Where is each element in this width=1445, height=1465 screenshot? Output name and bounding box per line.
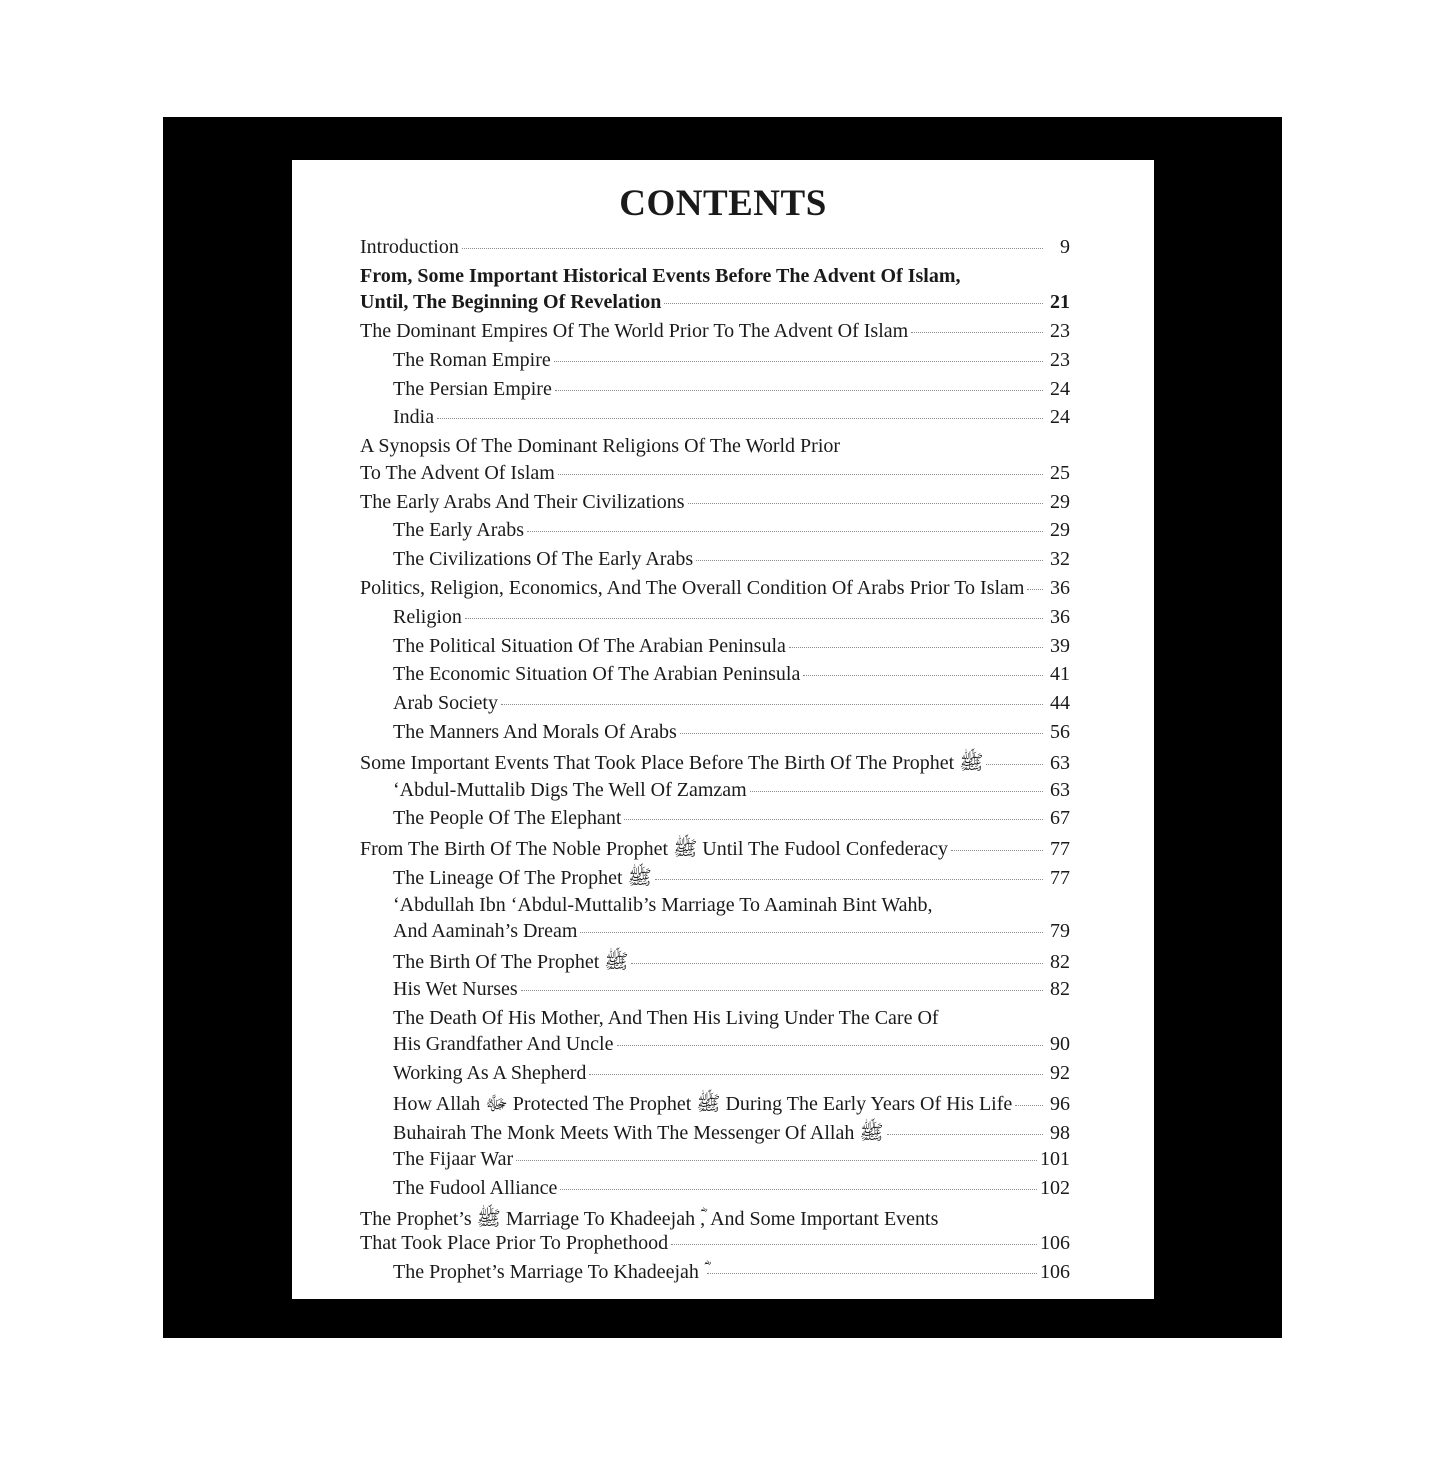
toc-page-number: 56: [1050, 720, 1070, 743]
toc-entry-title: Some Important Events That Took Place Before The Birth Of The Prophet ﷺ: [360, 751, 984, 774]
toc-entry-title: The Early Arabs: [393, 519, 525, 542]
dot-leader: [558, 474, 1043, 475]
toc-entry-title: His Wet Nurses: [393, 977, 518, 1000]
toc-page-number: 23: [1050, 348, 1070, 371]
dot-leader: [707, 1273, 1037, 1274]
toc-page-number: 24: [1050, 377, 1070, 400]
toc-entry-title: Arab Society: [393, 692, 498, 715]
toc-entry: [360, 807, 1070, 836]
toc-entry: [360, 894, 1070, 921]
toc-page-number: 77: [1050, 866, 1070, 889]
toc-page-number: 36: [1050, 605, 1070, 628]
toc-entry-title: To The Advent Of Islam: [360, 461, 555, 484]
toc-entry-title: Politics, Religion, Economics, And The Overall Condition Of Arabs Prior To Islam: [360, 576, 1025, 599]
toc-entry: [360, 577, 1070, 606]
toc-entry: [360, 836, 1070, 865]
toc-page-number: 82: [1050, 977, 1070, 1000]
toc-entry-title: ‘Abdul-Muttalib Digs The Well Of Zamzam: [393, 778, 747, 801]
toc-entry-title: Religion: [393, 605, 462, 628]
toc-page-number: 41: [1050, 663, 1070, 686]
dot-leader: [750, 791, 1043, 792]
dot-leader: [911, 332, 1043, 333]
page-title: CONTENTS: [619, 183, 827, 224]
dot-leader: [516, 1160, 1037, 1161]
toc-page-number: 98: [1050, 1121, 1070, 1144]
toc-entry: [360, 378, 1070, 407]
dot-leader: [631, 963, 1043, 964]
toc-entry: [360, 236, 1070, 265]
dot-leader: [462, 248, 1043, 249]
toc-entry: [360, 779, 1070, 808]
toc-entry-title: That Took Place Prior To Prophethood: [360, 1232, 669, 1255]
toc-entry: [360, 1232, 1070, 1261]
dot-leader: [580, 932, 1043, 933]
toc-entry-title: Until, The Beginning Of Revelation: [360, 291, 662, 314]
dot-leader: [1015, 1105, 1043, 1106]
toc-entry-title: How Allah ﷻ Protected The Prophet ﷺ During The Early Years Of His Life: [393, 1092, 1013, 1115]
toc-entry-title: From, Some Important Historical Events Before The Advent Of Islam,: [360, 264, 961, 287]
toc-entry: [360, 1148, 1070, 1177]
toc-entry: [360, 1261, 1070, 1290]
dot-leader: [951, 850, 1043, 851]
toc-page-number: 102: [1040, 1177, 1070, 1200]
toc-entry: [360, 750, 1070, 779]
toc-page-number: 44: [1050, 692, 1070, 715]
toc-entry: [360, 406, 1070, 435]
toc-page-number: 63: [1050, 778, 1070, 801]
dot-leader: [501, 704, 1043, 705]
dot-leader: [527, 531, 1043, 532]
toc-entry: [360, 1033, 1070, 1062]
toc-page-number: 101: [1040, 1148, 1070, 1171]
toc-entry-title: Introduction: [360, 236, 459, 258]
dot-leader: [789, 647, 1043, 648]
toc-page-number: 36: [1050, 576, 1070, 599]
toc-entry-title: The Prophet’s Marriage To Khadeejah ؓ: [393, 1261, 704, 1284]
dot-leader: [589, 1074, 1043, 1075]
dot-leader: [688, 503, 1043, 504]
toc-entry-title: The Lineage Of The Prophet ﷺ: [393, 866, 652, 889]
toc-page-number: 39: [1050, 634, 1070, 657]
toc-page-number: 79: [1050, 920, 1070, 943]
toc-page-number: 77: [1050, 838, 1070, 861]
dot-leader: [624, 819, 1043, 820]
toc-entry-title: India: [393, 406, 435, 429]
toc-entry: [360, 978, 1070, 1007]
toc-entry: [360, 1007, 1070, 1034]
dot-leader: [680, 733, 1043, 734]
toc-entry: [360, 349, 1070, 378]
toc-entry: [360, 265, 1070, 292]
toc-entry-title: The Birth Of The Prophet ﷺ: [393, 951, 629, 974]
toc-entry: [360, 663, 1070, 692]
toc-entry-title: The Roman Empire: [393, 348, 551, 371]
toc-page-number: 106: [1040, 1232, 1070, 1255]
toc-entry: [360, 548, 1070, 577]
toc-entry: [360, 865, 1070, 894]
dot-leader: [1027, 589, 1043, 590]
contents-page: [292, 160, 1154, 1299]
toc-entry-title: ‘Abdullah Ibn ‘Abdul-Muttalib’s Marriage To Aaminah Bint Wahb,: [393, 893, 933, 916]
toc-entry-title: His Grandfather And Uncle: [393, 1033, 614, 1056]
toc-entry-title: The Persian Empire: [393, 377, 552, 400]
toc-entry-title: The Economic Situation Of The Arabian Peninsula: [393, 663, 801, 686]
toc-entry-title: The Fudool Alliance: [393, 1177, 558, 1200]
toc-entry-title: The Prophet’s ﷺ Marriage To Khadeejah ؓ, And Some Important Events: [360, 1207, 939, 1230]
dot-leader: [671, 1244, 1037, 1245]
toc-page-number: 29: [1050, 490, 1070, 513]
toc-entry-title: The People Of The Elephant: [393, 807, 622, 830]
dot-leader: [521, 990, 1043, 991]
dot-leader: [617, 1045, 1044, 1046]
toc-entry-title: The Civilizations Of The Early Arabs: [393, 548, 694, 571]
toc-entry-title: The Early Arabs And Their Civilizations: [360, 490, 685, 513]
toc-entry: [360, 291, 1070, 320]
toc-page-number: 90: [1050, 1033, 1070, 1056]
toc-entry: [360, 491, 1070, 520]
toc-entry: [360, 1120, 1070, 1149]
dot-leader: [664, 303, 1043, 304]
toc-entry: [360, 1091, 1070, 1120]
dot-leader: [803, 675, 1043, 676]
table-of-contents: [360, 236, 1070, 1290]
dot-leader: [560, 1189, 1037, 1190]
toc-page-number: 9: [1060, 236, 1070, 258]
toc-entry-title: A Synopsis Of The Dominant Religions Of The World Prior: [360, 435, 841, 458]
dot-leader: [887, 1134, 1043, 1135]
dot-leader: [554, 361, 1043, 362]
toc-entry-title: The Manners And Morals Of Arabs: [393, 720, 677, 743]
dot-leader: [465, 618, 1043, 619]
toc-page-number: 25: [1050, 461, 1070, 484]
toc-entry: [360, 1062, 1070, 1091]
toc-page-number: 24: [1050, 406, 1070, 429]
toc-entry: [360, 320, 1070, 349]
toc-entry-title: The Death Of His Mother, And Then His Living Under The Care Of: [393, 1006, 939, 1029]
toc-entry: [360, 721, 1070, 750]
toc-entry: [360, 462, 1070, 491]
toc-entry-title: The Political Situation Of The Arabian Peninsula: [393, 634, 786, 657]
toc-page-number: 63: [1050, 751, 1070, 774]
toc-entry: [360, 920, 1070, 949]
toc-page-number: 96: [1050, 1092, 1070, 1115]
toc-entry: [360, 635, 1070, 664]
toc-entry-title: From The Birth Of The Noble Prophet ﷺ Until The Fudool Confederacy: [360, 838, 948, 861]
toc-entry: [360, 519, 1070, 548]
toc-entry: [360, 949, 1070, 978]
toc-entry-title: Buhairah The Monk Meets With The Messenger Of Allah ﷺ: [393, 1121, 884, 1144]
toc-entry-title: And Aaminah’s Dream: [393, 920, 578, 943]
toc-page-number: 67: [1050, 807, 1070, 830]
dot-leader: [655, 879, 1043, 880]
toc-entry-title: Working As A Shepherd: [393, 1061, 587, 1084]
toc-page-number: 23: [1050, 320, 1070, 343]
dot-leader: [986, 764, 1043, 765]
toc-entry: [360, 1177, 1070, 1206]
toc-entry: [360, 1206, 1070, 1233]
toc-page-number: 92: [1050, 1061, 1070, 1084]
toc-page-number: 29: [1050, 519, 1070, 542]
toc-page-number: 32: [1050, 548, 1070, 571]
toc-entry-title: The Dominant Empires Of The World Prior To The Advent Of Islam: [360, 320, 909, 343]
dot-leader: [555, 390, 1043, 391]
toc-entry: [360, 606, 1070, 635]
dot-leader: [437, 418, 1043, 419]
toc-entry: [360, 692, 1070, 721]
toc-page-number: 82: [1050, 951, 1070, 974]
toc-entry: [360, 435, 1070, 462]
toc-page-number: 106: [1040, 1261, 1070, 1284]
dot-leader: [696, 560, 1043, 561]
toc-page-number: 21: [1050, 291, 1070, 314]
toc-entry-title: The Fijaar War: [393, 1148, 514, 1171]
